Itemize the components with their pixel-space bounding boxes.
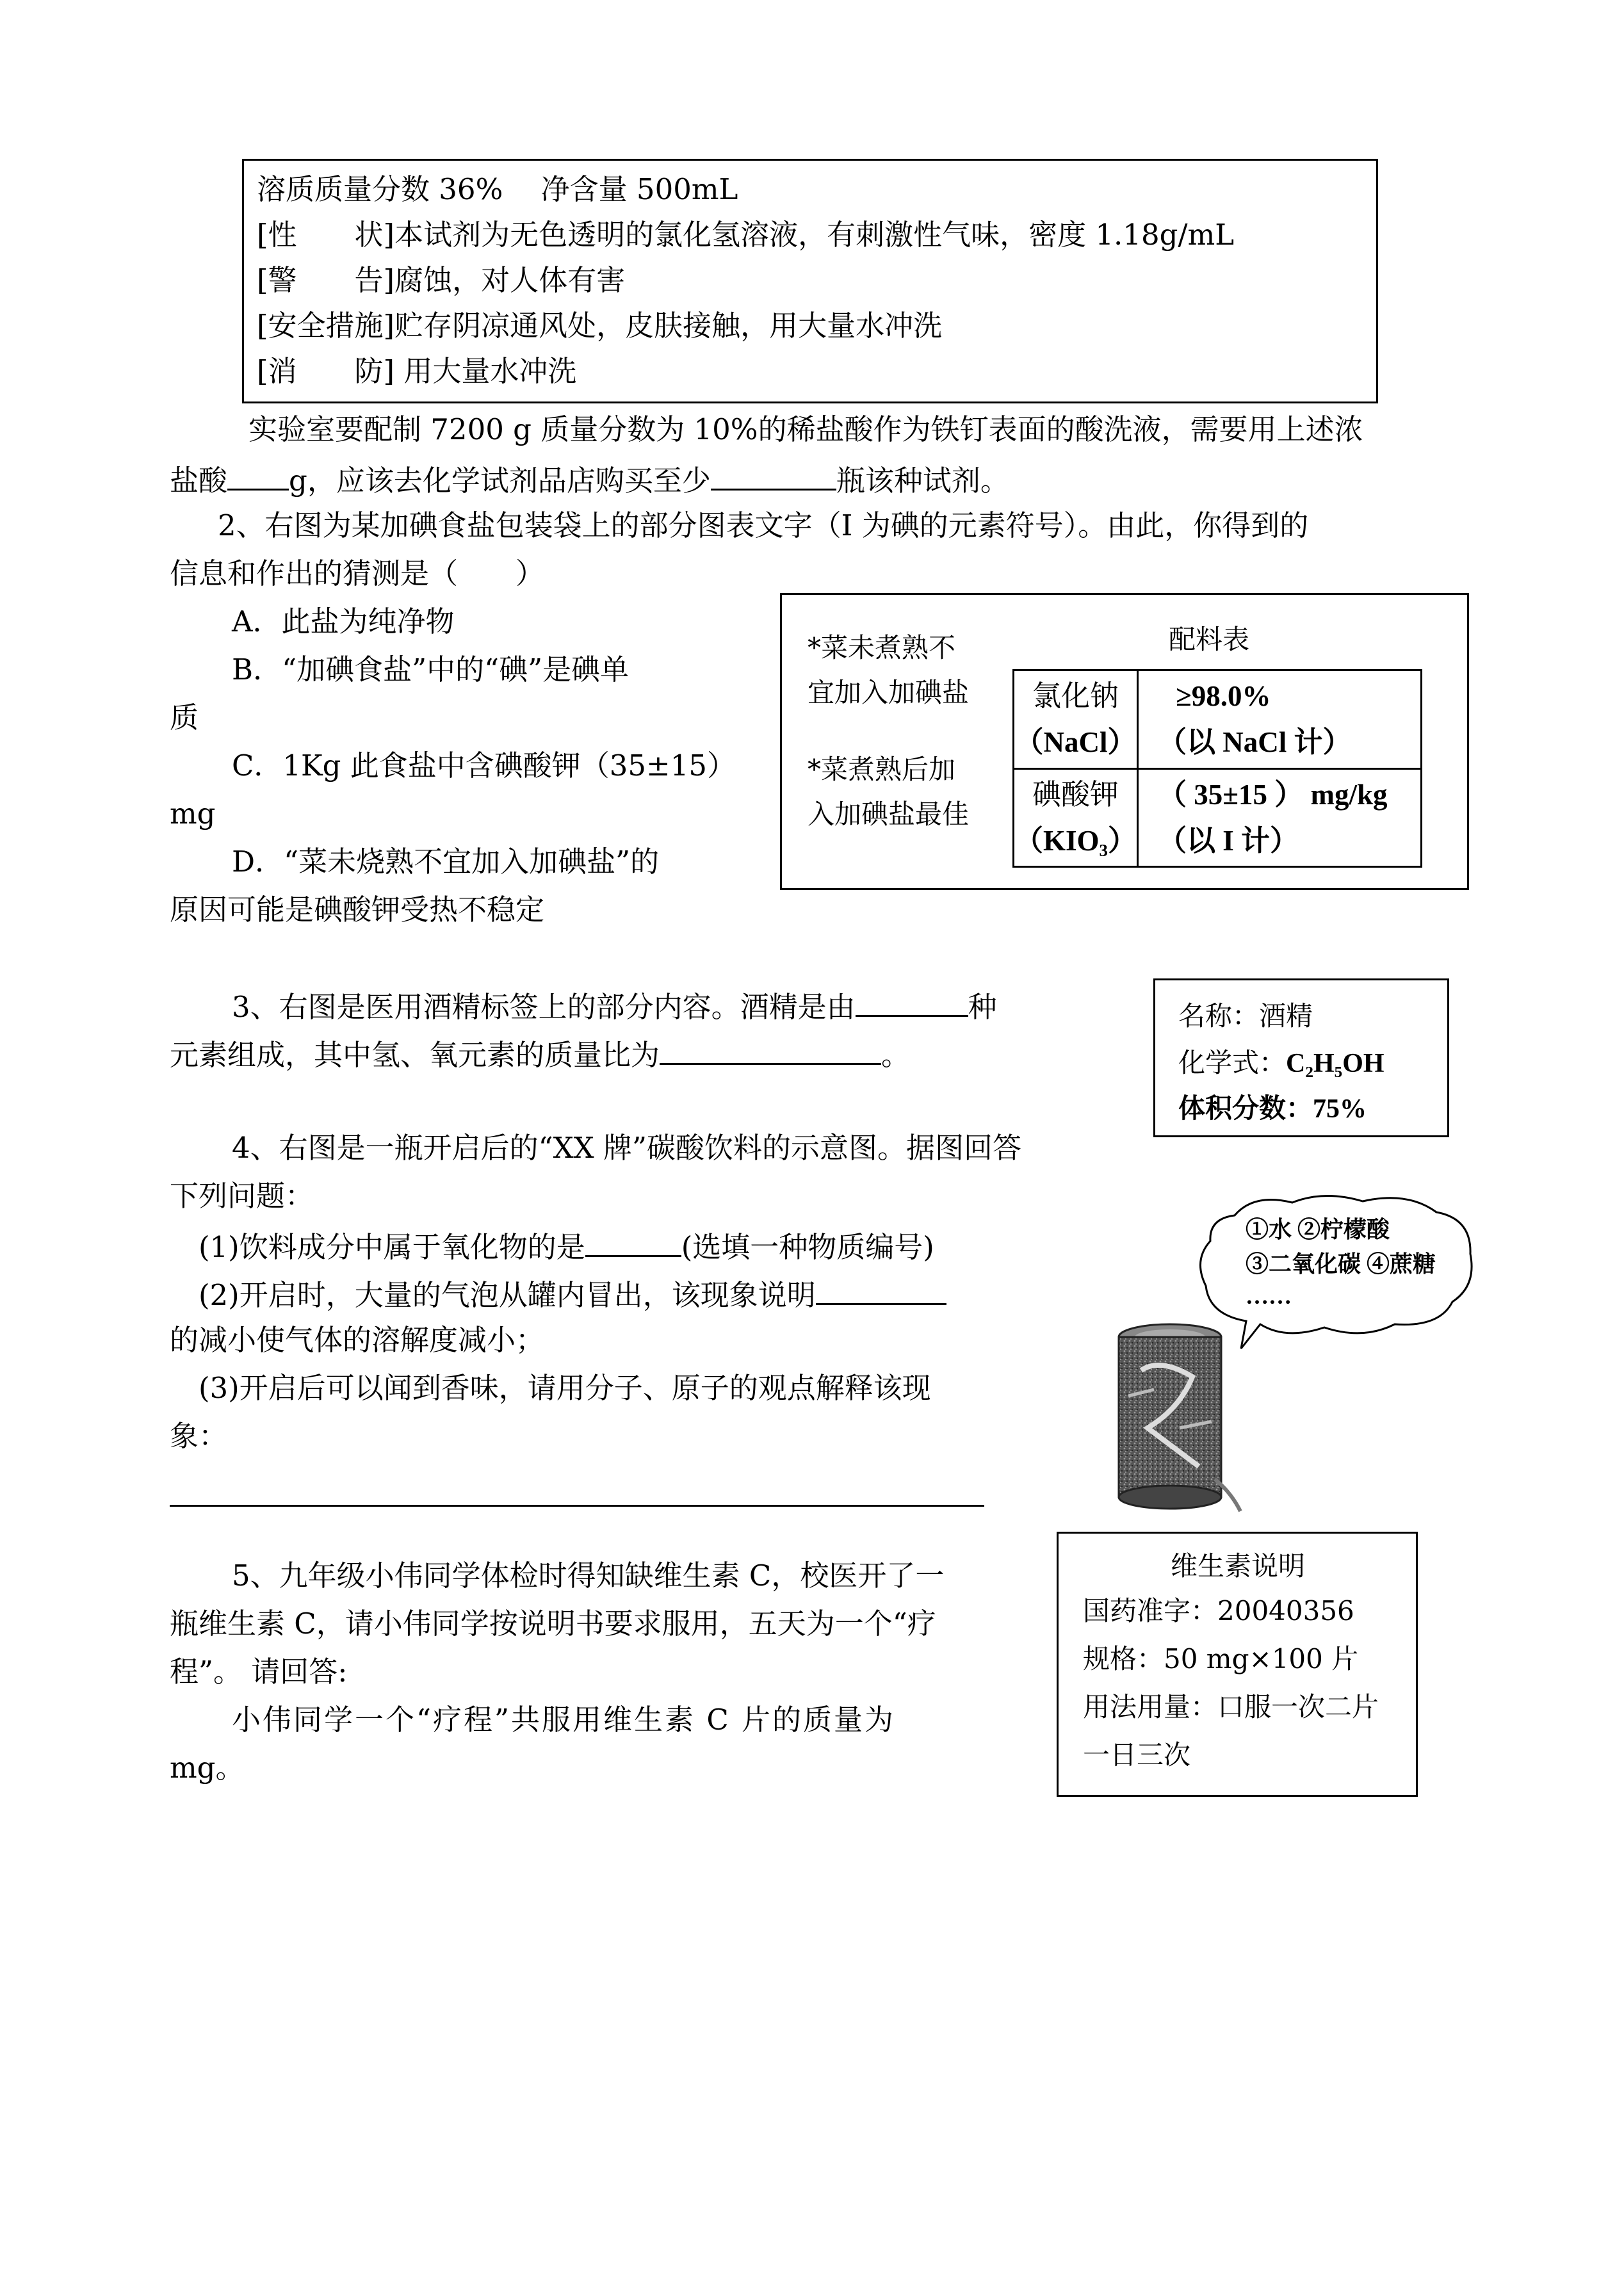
q1-answer-blank-2[interactable] <box>711 463 836 491</box>
q4-sub3-line1: (3)开启后可以闻到香味，请用分子、原子的观点解释该现 <box>199 1371 931 1405</box>
row2-value: （ 35±15 ） mg/kg <box>1158 778 1388 811</box>
q4-sub1-text-b: (选填一种物质编号) <box>681 1230 934 1264</box>
salt-note1-line2: 宜加入加碘盐 <box>808 677 970 708</box>
table-cell-value <box>1138 670 1422 769</box>
vitamin-usage-line1: 用法用量：口服一次二片 <box>1083 1691 1379 1723</box>
q3-text-b: 种 <box>968 990 997 1024</box>
label-line-concentration: 溶质质量分数 36% 净含量 500mL <box>257 172 738 206</box>
label-line-safety: [安全措施]贮存阴凉通风处，皮肤接触，用大量水冲洗 <box>257 309 943 343</box>
q4-line2: 下列问题： <box>170 1179 314 1213</box>
label-line-fire: [消 防] 用大量水冲洗 <box>257 354 577 388</box>
q5-line4: 小伟同学一个“疗程”共服用维生素 C 片的质量为 <box>232 1703 896 1737</box>
table-row <box>1014 670 1422 769</box>
q5-line3: 程”。 请回答: <box>170 1655 348 1689</box>
q5-line5: mg。 <box>170 1751 245 1785</box>
bubble-line3: …… <box>1246 1283 1292 1309</box>
q2-stem-line1: 2、右图为某加碘食盐包装袋上的部分图表文字（I 为碘的元素符号）。由此，你得到的 <box>218 508 1309 542</box>
q1-line1: 实验室要配制 7200 g 质量分数为 10%的稀盐酸作为铁钉表面的酸洗液，需要用上述浓 <box>248 412 1363 446</box>
q2-option-b-line1: B．“加碘食盐”中的“碘”是碘单 <box>232 653 629 686</box>
vitamin-title: 维生素说明 <box>1171 1550 1306 1582</box>
q4-sub2-line2: 的减小使气体的溶解度减小； <box>170 1323 545 1357</box>
q3-line1 <box>232 989 997 1024</box>
q4-answer-blank-1[interactable] <box>585 1229 681 1257</box>
row1-value: ≥98.0% <box>1176 680 1271 713</box>
q4-answer-line[interactable] <box>170 1505 984 1507</box>
row2-note: （以 I 计） <box>1158 824 1299 857</box>
label-line-warning: [警 告]腐蚀，对人体有害 <box>257 263 626 297</box>
reagent-label-box <box>242 159 1378 403</box>
q3-line2 <box>170 1037 911 1072</box>
alcohol-label-box <box>1153 978 1449 1137</box>
salt-note2-line1: *菜煮熟后加 <box>808 754 956 785</box>
salt-note2-line2: 入加碘盐最佳 <box>808 799 970 830</box>
q3-text-d: 。 <box>881 1038 911 1072</box>
vitamin-usage-line2: 一日三次 <box>1083 1739 1191 1771</box>
q1-line2 <box>170 463 1009 498</box>
alcohol-formula-line <box>1178 1047 1384 1078</box>
q3-answer-blank-1[interactable] <box>856 989 968 1017</box>
alcohol-name: 名称：酒精 <box>1178 1000 1313 1032</box>
q2-option-d-line2: 原因可能是碘酸钾受热不稳定 <box>170 893 545 927</box>
q4-line1: 4、右图是一瓶开启后的“XX 牌”碳酸饮料的示意图。据图回答 <box>232 1131 1022 1165</box>
q1-text-b: g，应该去化学试剂品店购买至少 <box>289 464 711 498</box>
row2-formula: （KIO₃） <box>1014 824 1137 857</box>
table-row <box>1014 768 1422 867</box>
vitamin-approval: 国药准字：20040356 <box>1083 1595 1354 1626</box>
table-cell-name <box>1014 670 1138 769</box>
q2-stem-line2: 信息和作出的猜测是（ ） <box>170 556 545 590</box>
row1-note: （以 NaCl 计） <box>1158 726 1352 759</box>
q5-line2: 瓶维生素 C，请小伟同学按说明书要求服用，五天为一个“疗 <box>170 1607 936 1641</box>
row1-name: 氯化钠 <box>1032 679 1119 713</box>
row2-name: 碘酸钾 <box>1032 777 1119 811</box>
q4-sub1 <box>199 1229 934 1264</box>
q4-sub2 <box>199 1277 946 1310</box>
salt-note1-line1: *菜未煮熟不 <box>808 632 956 663</box>
soda-can-icon <box>1103 1319 1244 1524</box>
q1-answer-blank-1[interactable] <box>227 463 289 491</box>
q4-sub1-text-a: (1)饮料成分中属于氧化物的是 <box>199 1230 585 1264</box>
q4-sub3-line2: 象： <box>170 1419 228 1453</box>
vitamin-spec: 规格：50 mg×100 片 <box>1083 1643 1359 1675</box>
q3-text-a: 3、右图是医用酒精标签上的部分内容。酒精是由 <box>232 990 856 1024</box>
q2-option-b-line2: 质 <box>170 701 199 734</box>
alcohol-volume: 体积分数：75% <box>1178 1094 1367 1124</box>
q3-text-c: 元素组成，其中氢、氧元素的质量比为 <box>170 1038 660 1072</box>
salt-package-box <box>780 593 1469 890</box>
q4-sub2-text-a: (2)开启时，大量的气泡从罐内冒出，该现象说明 <box>199 1278 816 1312</box>
label-line-properties: [性 状]本试剂为无色透明的氯化氢溶液，有刺激性气味，密度 1.18g/mL <box>257 218 1235 252</box>
q3-answer-blank-2[interactable] <box>660 1037 881 1065</box>
q4-answer-blank-2[interactable] <box>816 1277 946 1305</box>
alcohol-formula-label: 化学式： <box>1178 1047 1287 1078</box>
bubble-line2: ③二氧化碳 ④蔗糖 <box>1246 1251 1436 1277</box>
row1-formula: （NaCl） <box>1014 726 1137 759</box>
vitamin-info-box <box>1057 1532 1418 1797</box>
q1-text-a: 盐酸 <box>170 464 228 498</box>
q2-option-c-line1: C．1Kg 此食盐中含碘酸钾（35±15） <box>232 749 736 783</box>
ingredient-table-title: 配料表 <box>1169 626 1250 655</box>
q2-option-c-line2: mg <box>170 797 216 831</box>
alcohol-formula: C₂H₅OH <box>1286 1049 1384 1078</box>
q2-option-d-line1: D．“菜未烧熟不宜加入加碘盐”的 <box>232 845 660 879</box>
q5-line1: 5、九年级小伟同学体检时得知缺维生素 C，校医开了一 <box>232 1559 945 1593</box>
table-cell-value <box>1138 768 1422 867</box>
q1-text-c: 瓶该种试剂。 <box>836 464 1009 498</box>
table-cell-name <box>1014 768 1138 867</box>
q2-option-a: A．此盐为纯净物 <box>232 604 455 638</box>
ingredient-table <box>1012 669 1422 868</box>
bubble-line1: ①水 ②柠檬酸 <box>1246 1217 1390 1242</box>
